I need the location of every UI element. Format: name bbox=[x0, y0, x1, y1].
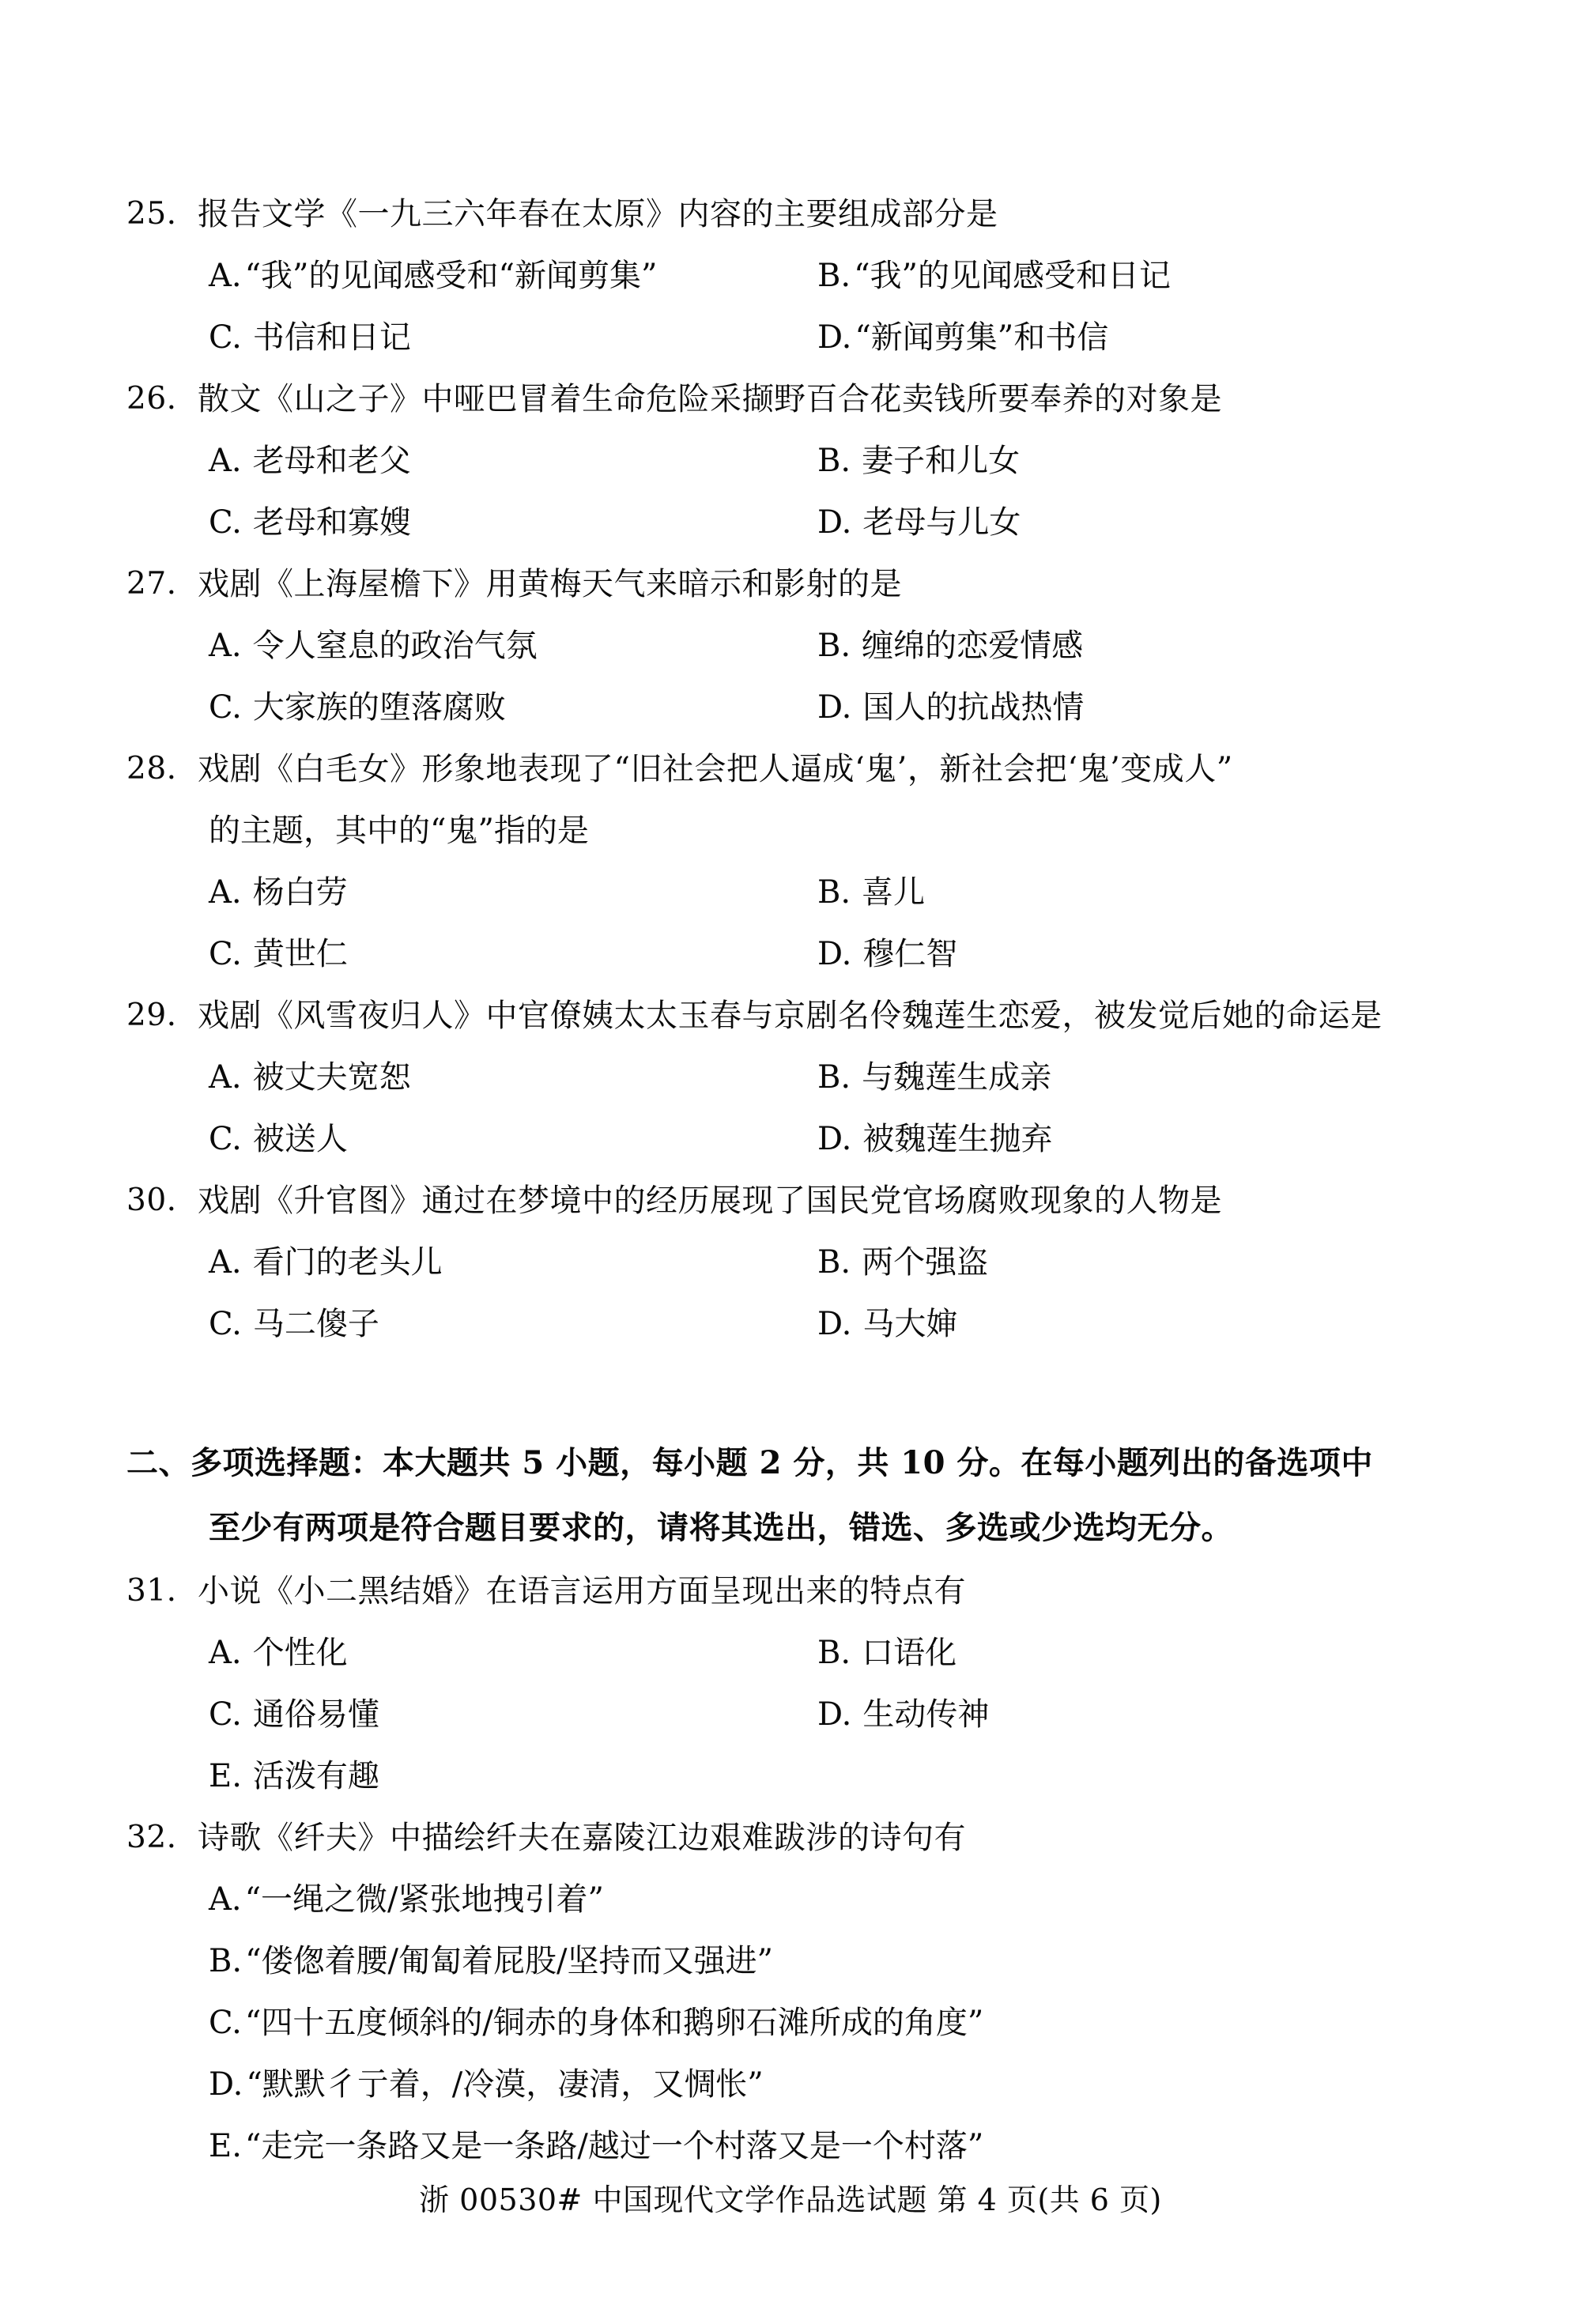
option-letter: A. bbox=[209, 1244, 242, 1281]
section-two-heading-line1: 二、多项选择题：本大题共 5 小题，每小题 2 分，共 10 分。在每小题列出的备选项中 bbox=[126, 1444, 1373, 1481]
option-text: 老母和寡嫂 bbox=[252, 504, 411, 541]
option-letter: E. bbox=[209, 2128, 242, 2164]
option-row bbox=[209, 1232, 1486, 1293]
option-a[interactable] bbox=[209, 245, 817, 307]
option-text: 缠绵的恋爱情感 bbox=[862, 628, 1084, 664]
option-letter: B. bbox=[817, 874, 851, 911]
option-letter: D. bbox=[817, 1121, 852, 1157]
option-letter: A. bbox=[209, 258, 242, 294]
option-text: 喜儿 bbox=[862, 874, 926, 911]
option-letter: D. bbox=[817, 936, 852, 972]
question-stem bbox=[126, 985, 1486, 1047]
option-b[interactable] bbox=[817, 1232, 1486, 1293]
question-stem bbox=[126, 183, 1486, 245]
option-letter: A. bbox=[209, 1059, 242, 1096]
question-text: 戏剧《升官图》通过在梦境中的经历展现了国民党官场腐败现象的人物是 bbox=[198, 1183, 1222, 1219]
option-row bbox=[209, 677, 1486, 738]
option-b[interactable] bbox=[209, 1930, 1486, 1992]
option-a[interactable] bbox=[209, 1622, 817, 1684]
option-row bbox=[209, 1108, 1486, 1170]
option-d[interactable] bbox=[209, 2054, 1486, 2115]
option-text: 个性化 bbox=[252, 1635, 348, 1671]
question-stem bbox=[126, 368, 1486, 430]
option-b[interactable] bbox=[817, 430, 1486, 492]
option-c[interactable] bbox=[209, 492, 817, 553]
option-c[interactable] bbox=[209, 307, 817, 368]
option-letter: D. bbox=[817, 1696, 852, 1733]
option-text: 活泼有趣 bbox=[252, 1758, 379, 1794]
question-text: 戏剧《风雪夜归人》中官僚姨太太玉春与京剧名伶魏莲生恋爱，被发觉后她的命运是 bbox=[198, 998, 1383, 1034]
page-content bbox=[126, 183, 1486, 2177]
option-row bbox=[209, 492, 1486, 553]
question-number: 27. bbox=[126, 566, 177, 602]
option-letter: B. bbox=[817, 1635, 851, 1671]
option-e[interactable] bbox=[209, 1745, 817, 1807]
option-text: 与魏莲生成亲 bbox=[862, 1059, 1052, 1096]
question-number: 32. bbox=[126, 1820, 177, 1855]
option-letter: B. bbox=[817, 1244, 851, 1281]
option-a[interactable] bbox=[209, 1047, 817, 1108]
option-text: 马二傻子 bbox=[252, 1306, 379, 1342]
option-letter: A. bbox=[209, 628, 242, 664]
option-letter: C. bbox=[209, 936, 242, 972]
option-text: “我”的见闻感受和“新闻剪集” bbox=[244, 258, 658, 294]
question-text-continued: 的主题，其中的“鬼”指的是 bbox=[209, 813, 589, 849]
option-text: 国人的抗战热情 bbox=[862, 689, 1085, 726]
option-letter: C. bbox=[209, 689, 242, 726]
section-gap bbox=[126, 1355, 1486, 1431]
option-letter: C. bbox=[209, 1121, 242, 1157]
option-letter: E. bbox=[209, 1758, 242, 1794]
option-letter: A. bbox=[209, 874, 242, 911]
question-number: 30. bbox=[126, 1183, 177, 1218]
option-c[interactable] bbox=[209, 1684, 817, 1745]
option-letter: D. bbox=[817, 319, 852, 356]
question-31 bbox=[126, 1560, 1486, 1807]
option-letter: D. bbox=[817, 1306, 852, 1342]
option-text: 老母和老父 bbox=[252, 443, 411, 479]
question-text: 报告文学《一九三六年春在太原》内容的主要组成部分是 bbox=[198, 196, 998, 232]
option-row bbox=[209, 1684, 1486, 1745]
option-text: “新闻剪集”和书信 bbox=[855, 319, 1109, 356]
question-number: 31. bbox=[126, 1573, 177, 1609]
option-text: 老母与儿女 bbox=[862, 504, 1021, 541]
option-text: “一绳之微/紧张地拽引着” bbox=[244, 1881, 604, 1918]
option-text: 黄世仁 bbox=[252, 936, 348, 972]
option-a[interactable] bbox=[209, 615, 817, 677]
option-letter: C. bbox=[209, 504, 242, 541]
section-two-heading-line2: 至少有两项是符合题目要求的，请将其选出，错选、多选或少选均无分。 bbox=[209, 1509, 1233, 1546]
option-row bbox=[209, 1992, 1486, 2054]
question-text: 散文《山之子》中哑巴冒着生命危险采撷野百合花卖钱所要奉养的对象是 bbox=[198, 381, 1222, 417]
question-text: 戏剧《上海屋檐下》用黄梅天气来暗示和影射的是 bbox=[198, 566, 902, 602]
option-text: “我”的见闻感受和日记 bbox=[854, 258, 1172, 294]
question-text: 小说《小二黑结婚》在语言运用方面呈现出来的特点有 bbox=[198, 1573, 966, 1609]
option-row bbox=[209, 1047, 1486, 1108]
option-text: 两个强盗 bbox=[862, 1244, 989, 1281]
option-text: 通俗易懂 bbox=[252, 1696, 379, 1733]
option-text: “默默彳亍着，/冷漠，凄清，又惆怅” bbox=[246, 2066, 764, 2103]
option-letter: B. bbox=[817, 628, 851, 664]
question-28 bbox=[126, 738, 1486, 985]
option-row bbox=[209, 923, 1486, 985]
question-32 bbox=[126, 1807, 1486, 2177]
option-letter: C. bbox=[209, 319, 242, 356]
option-c[interactable] bbox=[209, 1293, 817, 1355]
option-letter: C. bbox=[209, 2005, 242, 2041]
option-letter: A. bbox=[209, 1635, 242, 1671]
option-text: 大家族的堕落腐败 bbox=[252, 689, 506, 726]
option-letter: C. bbox=[209, 1306, 242, 1342]
option-b[interactable] bbox=[817, 1047, 1486, 1108]
question-30 bbox=[126, 1170, 1486, 1355]
option-letter: B. bbox=[817, 258, 851, 294]
option-c[interactable] bbox=[209, 923, 817, 985]
question-text: 诗歌《纤夫》中描绘纤夫在嘉陵江边艰难跋涉的诗句有 bbox=[198, 1820, 966, 1856]
option-d[interactable] bbox=[817, 923, 1486, 985]
question-stem bbox=[126, 1560, 1486, 1622]
option-d[interactable] bbox=[817, 677, 1486, 738]
question-number: 29. bbox=[126, 998, 177, 1033]
option-c[interactable] bbox=[209, 1992, 1486, 2054]
option-letter: C. bbox=[209, 1696, 242, 1733]
question-27 bbox=[126, 553, 1486, 738]
option-row bbox=[209, 2054, 1486, 2115]
option-letter: B. bbox=[817, 1059, 851, 1096]
option-c[interactable] bbox=[209, 677, 817, 738]
option-text: 书信和日记 bbox=[252, 319, 411, 356]
option-text: 妻子和儿女 bbox=[862, 443, 1021, 479]
question-stem bbox=[126, 1170, 1486, 1232]
question-number: 25. bbox=[126, 196, 177, 232]
option-text: 令人窒息的政治气氛 bbox=[252, 628, 538, 664]
option-text: 马大婶 bbox=[862, 1306, 958, 1342]
option-text: 穆仁智 bbox=[862, 936, 958, 972]
option-text: 看门的老头儿 bbox=[252, 1244, 443, 1281]
question-stem bbox=[126, 1807, 1486, 1869]
option-text: 生动传神 bbox=[862, 1696, 990, 1733]
option-a[interactable] bbox=[209, 1232, 817, 1293]
option-b[interactable] bbox=[817, 245, 1486, 307]
option-d[interactable] bbox=[817, 1108, 1486, 1170]
option-text: 被魏莲生抛弃 bbox=[862, 1121, 1053, 1157]
option-text: “偻偬着腰/匍匐着屁股/坚持而又强进” bbox=[245, 1943, 773, 1979]
option-row bbox=[209, 862, 1486, 923]
section-two-heading bbox=[126, 1431, 1486, 1560]
option-row bbox=[209, 1293, 1486, 1355]
option-text: 被送人 bbox=[252, 1121, 348, 1157]
option-letter: D. bbox=[817, 504, 852, 541]
question-number: 26. bbox=[126, 381, 177, 417]
option-row bbox=[209, 1930, 1486, 1992]
option-letter: D. bbox=[209, 2066, 243, 2103]
option-letter: A. bbox=[209, 443, 242, 479]
option-a[interactable] bbox=[209, 1869, 1486, 1930]
option-text: “走完一条路又是一条路/越过一个村落又是一个村落” bbox=[244, 2128, 984, 2164]
option-b[interactable] bbox=[817, 1622, 1486, 1684]
option-b[interactable] bbox=[817, 615, 1486, 677]
option-letter: A. bbox=[209, 1881, 242, 1918]
option-d[interactable] bbox=[817, 307, 1486, 368]
option-b[interactable] bbox=[817, 862, 1486, 923]
question-stem bbox=[126, 738, 1486, 800]
question-29 bbox=[126, 985, 1486, 1170]
option-a[interactable] bbox=[209, 430, 817, 492]
page-footer: 浙 00530# 中国现代文学作品选试题 第 4 页(共 6 页) bbox=[419, 2183, 1162, 2217]
option-text: 杨白劳 bbox=[252, 874, 348, 911]
option-text: 被丈夫宽恕 bbox=[252, 1059, 411, 1096]
option-c[interactable] bbox=[209, 1108, 817, 1170]
option-row bbox=[209, 615, 1486, 677]
option-row bbox=[209, 245, 1486, 307]
option-row bbox=[209, 1622, 1486, 1684]
option-d[interactable] bbox=[817, 1293, 1486, 1355]
question-26 bbox=[126, 368, 1486, 553]
option-letter: D. bbox=[817, 689, 852, 726]
question-text: 戏剧《白毛女》形象地表现了“旧社会把人逼成‘鬼’，新社会把‘鬼’变成人” bbox=[198, 751, 1233, 787]
option-row bbox=[209, 1745, 1486, 1807]
option-letter: B. bbox=[209, 1943, 243, 1979]
option-row bbox=[209, 1869, 1486, 1930]
option-e[interactable] bbox=[209, 2115, 1486, 2177]
option-a[interactable] bbox=[209, 862, 817, 923]
option-row bbox=[209, 2115, 1486, 2177]
question-stem bbox=[126, 553, 1486, 615]
option-text: 口语化 bbox=[862, 1635, 957, 1671]
option-text: “四十五度倾斜的/铜赤的身体和鹅卵石滩所成的角度” bbox=[244, 2005, 984, 2041]
option-letter: B. bbox=[817, 443, 851, 479]
option-d[interactable] bbox=[817, 1684, 1486, 1745]
option-d[interactable] bbox=[817, 492, 1486, 553]
option-row bbox=[209, 307, 1486, 368]
option-row bbox=[209, 430, 1486, 492]
question-number: 28. bbox=[126, 751, 177, 787]
question-25 bbox=[126, 183, 1486, 368]
